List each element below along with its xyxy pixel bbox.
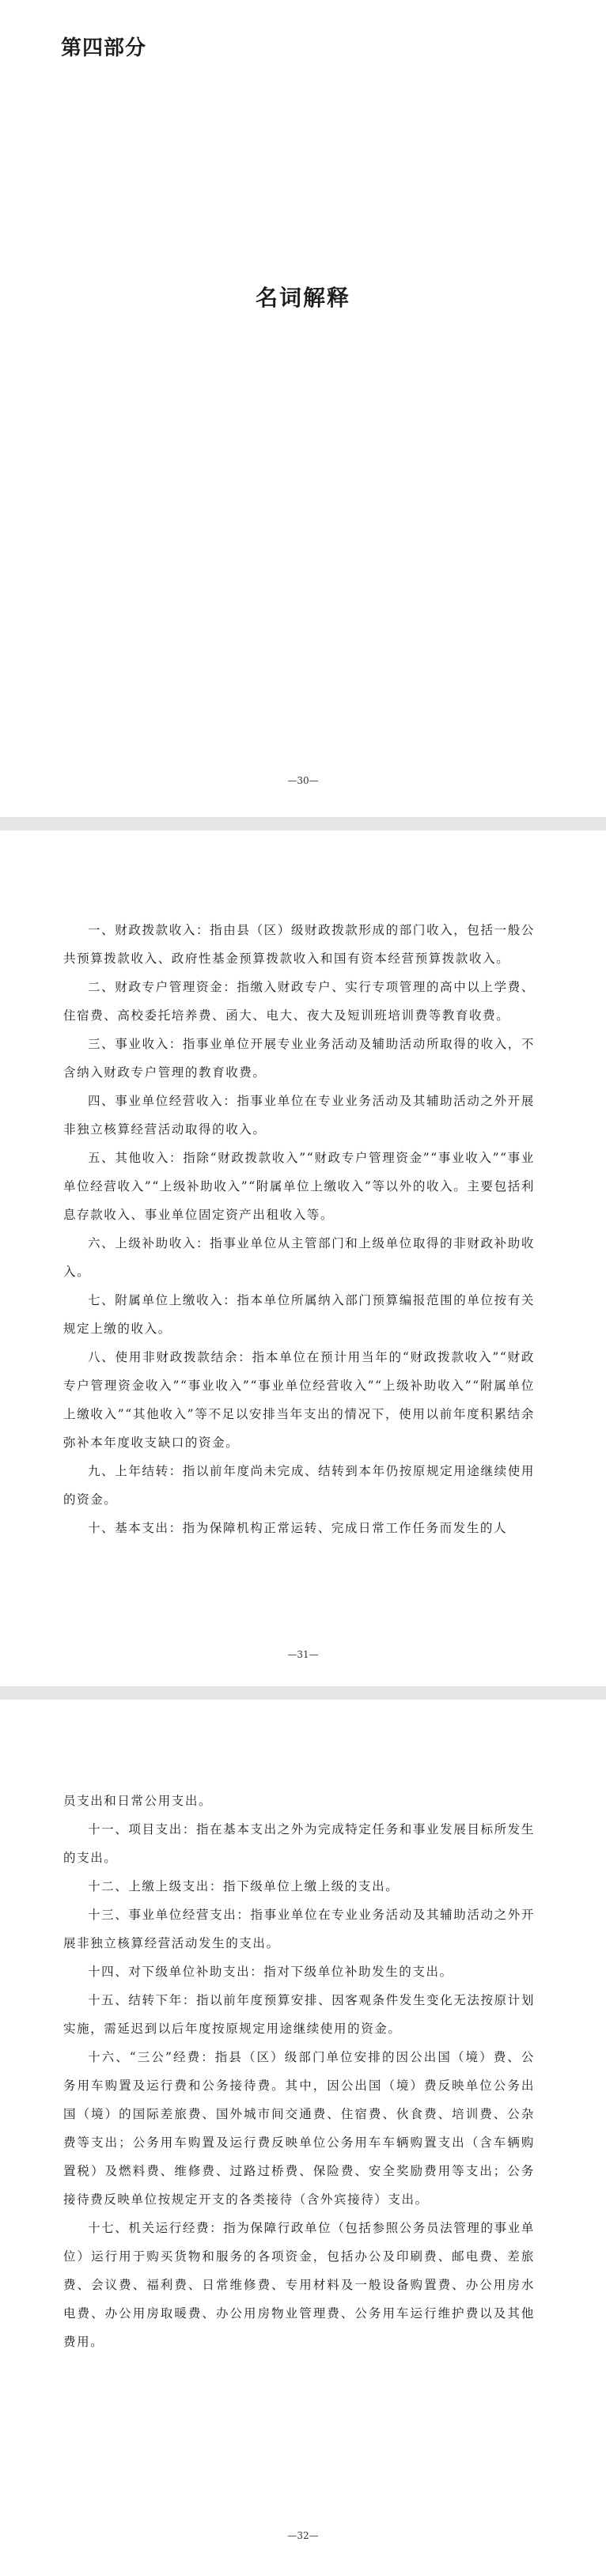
definition-paragraph: 二、财政专户管理资金：指缴入财政专户、实行专项管理的高中以上学费、住宿费、高校委托培养费、函大、电大、夜大及短训班培训费等教育收费。 — [63, 980, 535, 1023]
definition-paragraph: 九、上年结转：指以前年度尚未完成、结转到本年仍按原规定用途继续使用的资金。 — [63, 1464, 535, 1507]
part-heading: 第四部分 — [61, 36, 147, 60]
page-31 — [0, 830, 606, 1686]
definition-paragraph: 十一、项目支出：指在基本支出之外为完成特定任务和事业发展目标所发生的支出。 — [63, 1822, 535, 1865]
definition-paragraph: 一、财政拨款收入：指由县（区）级财政拨款形成的部门收入，包括一般公共预算拨款收入、政府性基金预算拨款收入和国有资本经营预算拨款收入。 — [63, 923, 535, 966]
page-number: —31— — [287, 1649, 319, 1660]
definition-paragraph: 七、附属单位上缴收入：指本单位所属纳入部门预算编报范围的单位按有关规定上缴的收入。 — [63, 1293, 535, 1336]
definition-paragraph: 五、其他收入：指除“财政拨款收入”“财政专户管理资金”“事业收入”“事业单位经营收入”“上级补助收入”“附属单位上缴收入”等以外的收入。主要包括利息存款收入、事业单位固定资产出租收入等。 — [63, 1151, 535, 1222]
definition-paragraph: 四、事业单位经营收入：指事业单位在专业业务活动及其辅助活动之外开展非独立核算经营活动取得的收入。 — [63, 1094, 535, 1137]
definitions-list — [63, 916, 535, 1542]
page-32 — [0, 1700, 606, 2576]
definition-paragraph: 三、事业收入：指事业单位开展专业业务活动及辅助活动所取得的收入，不含纳入财政专户管理的教育收费。 — [63, 1037, 535, 1080]
definition-paragraph: 六、上级补助收入：指事业单位从主管部门和上级单位取得的非财政补助收入。 — [63, 1236, 535, 1279]
definition-paragraph: 八、使用非财政拨款结余：指本单位在预计用当年的“财政拨款收入”“财政专户管理资金收入”“事业收入”“事业单位经营收入”“上级补助收入”“附属单位上缴收入”“其他收入”等不足以安排当年支出的情况下，使用以前年度积累结余弥补本年度收支缺口的资金。 — [63, 1350, 535, 1450]
definition-paragraph: 十五、结转下年：指以前年度预算安排、因客观条件发生变化无法按原计划实施，需延迟到以后年度按原规定用途继续使用的资金。 — [63, 1993, 535, 2036]
definition-paragraph: 十六、“三公”经费：指县（区）级部门单位安排的因公出国（境）费、公务用车购置及运行费和公务接待费。其中，因公出国（境）费反映单位公务出国（境）的国际差旅费、国外城市间交通费、住宿费、伙食费、培训费、公杂费等支出；公务用车购置及运行费反映单位公务用车车辆购置支出（含车辆购置税）及燃料费、维修费、过路过桥费、保险费、安全奖励费用等支出；公务接待费反映单位按规定开支的各类接待（含外宾接待）支出。 — [63, 2050, 535, 2207]
definition-paragraph: 十、基本支出：指为保障机构正常运转、完成日常工作任务而发生的人 — [88, 1521, 508, 1535]
definitions-list — [63, 1787, 535, 2356]
section-title: 名词解释 — [255, 285, 350, 311]
definition-paragraph: 十七、机关运行经费：指为保障行政单位（包括参照公务员法管理的事业单位）运行用于购买货物和服务的各项资金，包括办公及印刷费、邮电费、差旅费、会议费、福利费、日常维修费、专用材料及一般设备购置费、办公用房水电费、办公用房取暖费、办公用房物业管理费、公务用车运行维护费以及其他费用。 — [63, 2221, 535, 2349]
definition-paragraph: 十二、上缴上级支出：指下级单位上缴上级的支出。 — [88, 1879, 400, 1893]
page-number: —32— — [287, 2530, 319, 2541]
page-30 — [0, 0, 606, 817]
definition-continuation: 员支出和日常公用支出。 — [63, 1794, 213, 1808]
page-number: —30— — [287, 775, 319, 786]
definition-paragraph: 十四、对下级单位补助支出：指对下级单位补助发生的支出。 — [88, 1965, 453, 1979]
definition-paragraph: 十三、事业单位经营支出：指事业单位在专业业务活动及其辅助活动之外开展非独立核算经营活动发生的支出。 — [63, 1908, 535, 1950]
